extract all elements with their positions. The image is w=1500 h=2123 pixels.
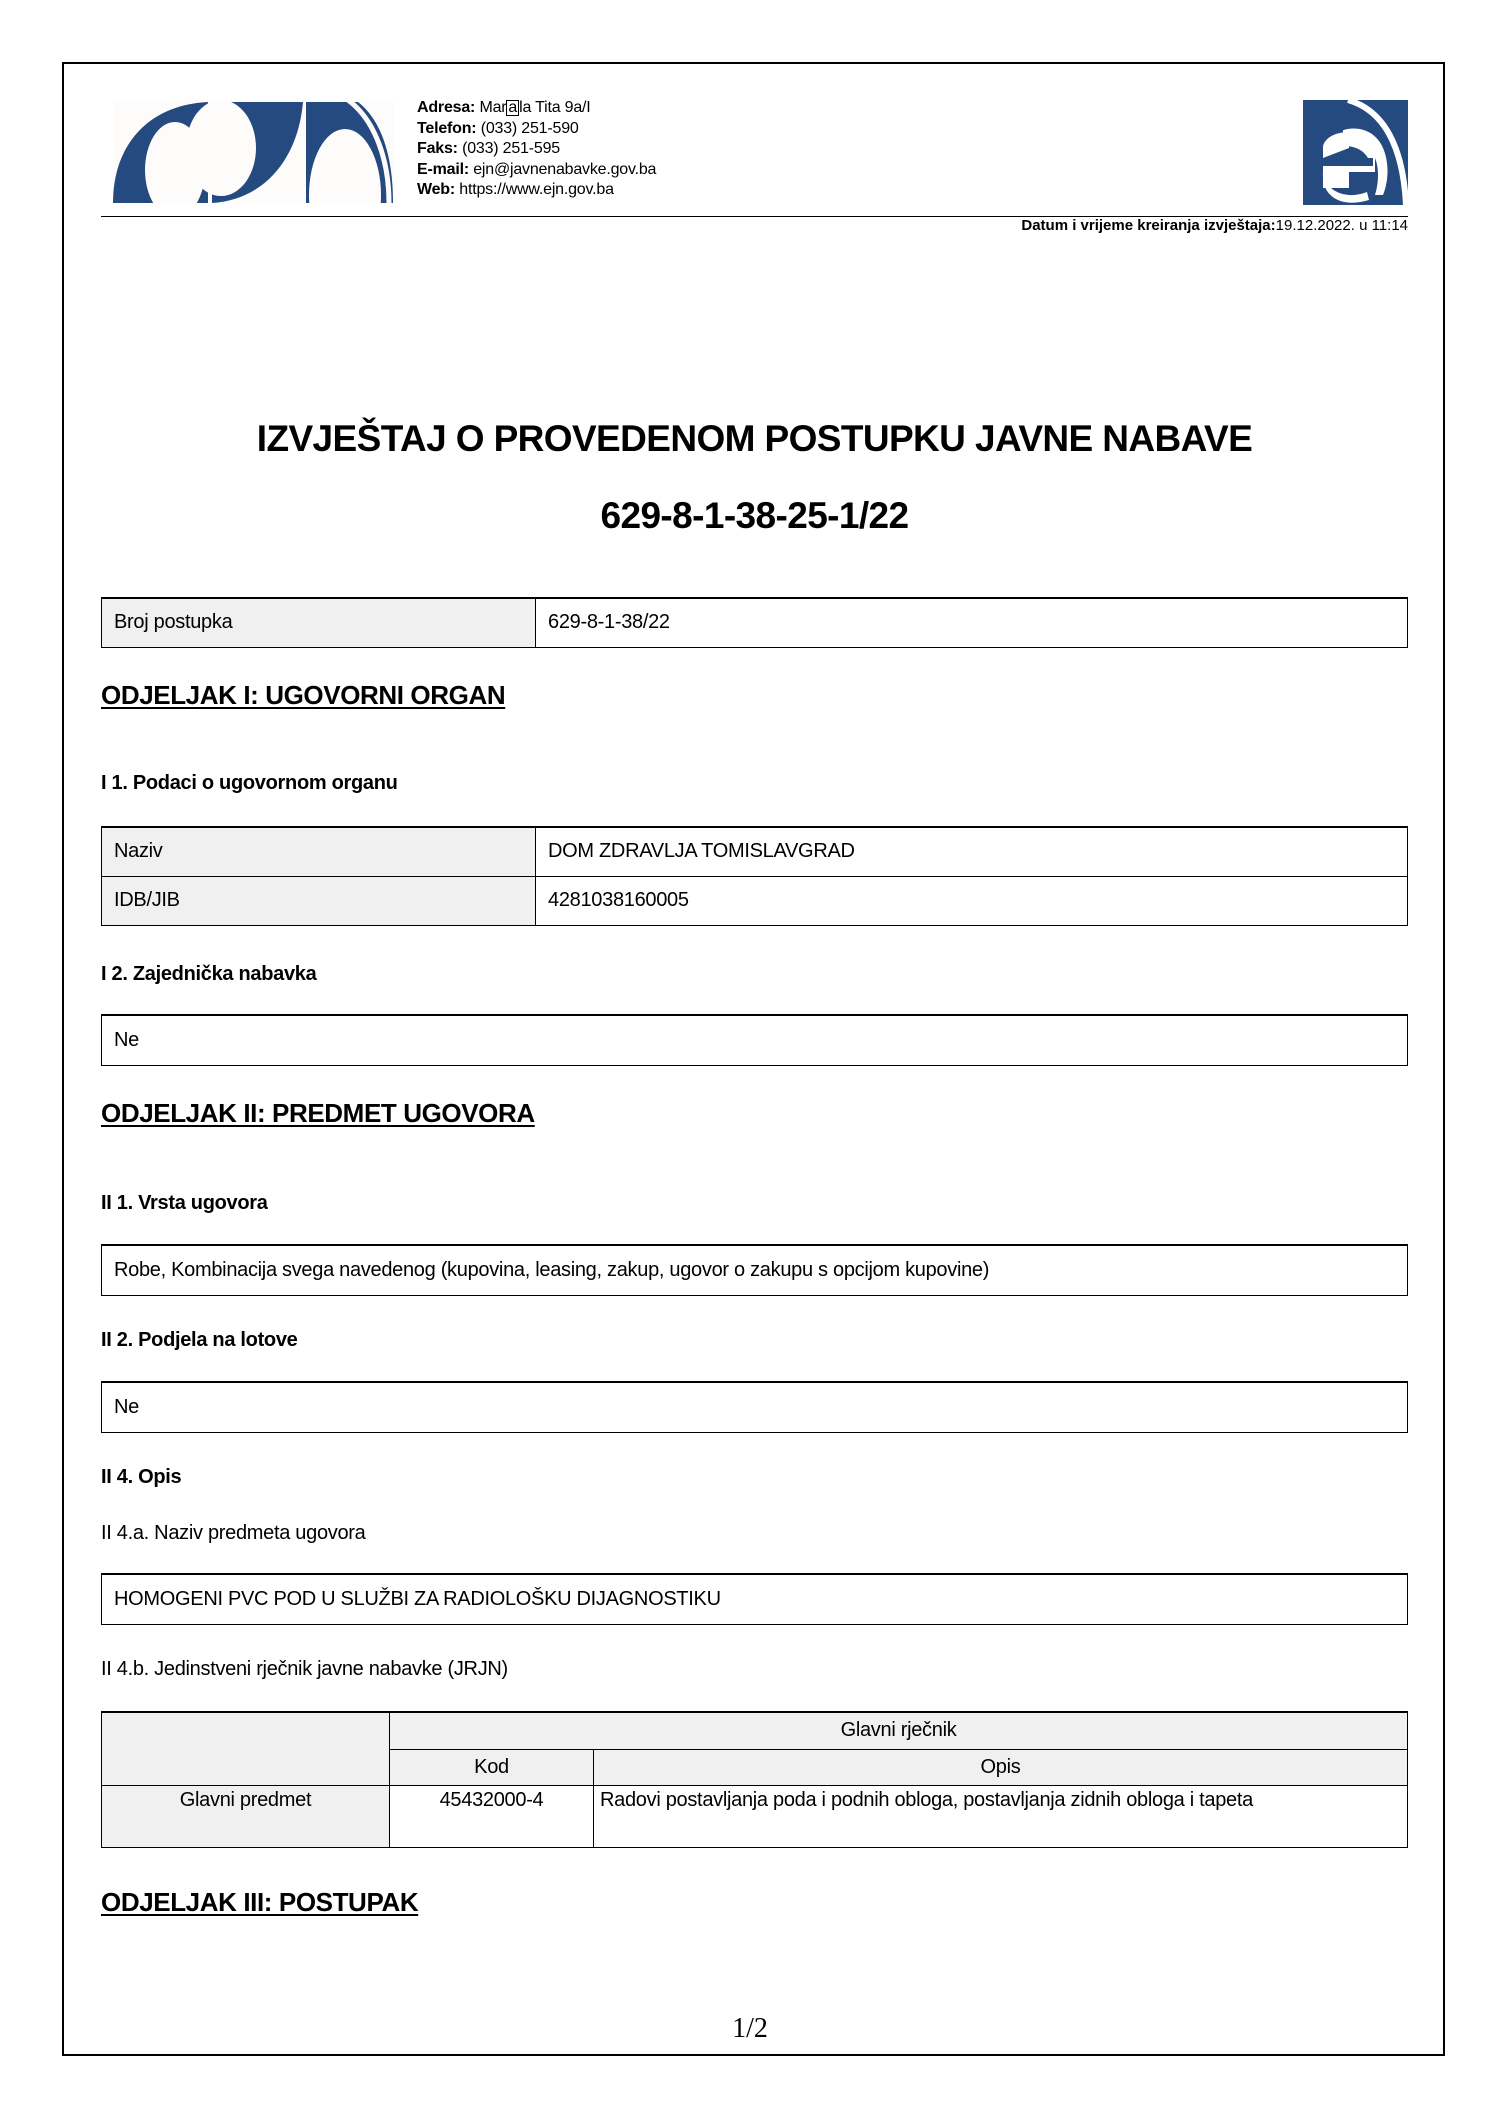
table-row	[102, 598, 1408, 647]
section-2-heading: ODJELJAK II: PREDMET UGOVORA	[101, 1098, 535, 1128]
main-vocabulary-header: Glavni rječnik	[390, 1712, 1408, 1749]
procedure-number-value: 629-8-1-38/22	[536, 598, 1408, 647]
jrjn-label: II 4.b. Jedinstveni rječnik javne nabavke (JRJN)	[101, 1658, 508, 1680]
section-2-1-heading: II 1. Vrsta ugovora	[101, 1192, 268, 1214]
code-header: Kod	[390, 1749, 594, 1785]
section-1-2-heading: I 2. Zajednička nabavka	[101, 963, 317, 985]
code-value: 45432000-4	[390, 1785, 594, 1847]
report-number: 629-8-1-38-25-1/22	[600, 495, 909, 536]
section-2-2-heading: II 2. Podjela na lotove	[101, 1329, 298, 1351]
table-row	[102, 1712, 1408, 1749]
subject-name-value: HOMOGENI PVC POD U SLUŽBI ZA RADIOLOŠKU DIJAGNOSTIKU	[101, 1573, 1408, 1625]
email-link[interactable]: ejn@javnenabavke.gov.ba	[473, 160, 657, 178]
description-value: Radovi postavljanja poda i podnih obloga, postavljanja zidnih obloga i tapeta	[594, 1785, 1408, 1847]
procedure-number-label: Broj postupka	[102, 598, 536, 647]
table-row	[102, 876, 1408, 925]
page-number: 1/2	[732, 2013, 768, 2044]
web-link[interactable]: https://www.ejn.gov.ba	[459, 181, 614, 198]
description-header: Opis	[594, 1749, 1408, 1785]
contracting-authority-table	[101, 826, 1408, 926]
section-1-1-heading: I 1. Podaci o ugovornom organu	[101, 772, 398, 794]
web-line: Web: https://www.ejn.gov.ba	[417, 181, 614, 198]
address-line: Adresa: Mar a la Tita 9a/I	[417, 99, 591, 116]
section-3-heading: ODJELJAK III: POSTUPAK	[101, 1887, 419, 1917]
contact-block	[417, 98, 656, 201]
lots-value: Ne	[101, 1381, 1408, 1433]
contract-type-value: Robe, Kombinacija svega navedenog (kupovina, leasing, zakup, ugovor o zakupu s opcijom kupovine)	[101, 1244, 1408, 1296]
main-subject-label: Glavni predmet	[102, 1785, 390, 1847]
empty-header-cell	[102, 1712, 390, 1785]
table-row	[102, 827, 1408, 876]
subject-name-label: II 4.a. Naziv predmeta ugovora	[101, 1522, 366, 1544]
procedure-table	[101, 597, 1408, 648]
idb-value: 4281038160005	[536, 876, 1408, 925]
phone-line: Telefon: (033) 251-590	[417, 119, 579, 137]
section-2-4-heading: II 4. Opis	[101, 1466, 182, 1488]
report-created-datetime: Datum i vrijeme kreiranja izvještaja:19.12.2022. u 11:14	[1021, 217, 1408, 234]
missing-glyph: a	[508, 99, 518, 116]
report-title: IZVJEŠTAJ O PROVEDENOM POSTUPKU JAVNE NABAVE	[256, 418, 1253, 459]
email-line: E-mail: ejn@javnenabavke.gov.ba	[417, 160, 657, 178]
e-logo-icon	[1303, 100, 1408, 205]
jrjn-table	[101, 1711, 1408, 1848]
joint-procurement-value: Ne	[101, 1014, 1408, 1066]
ejn-logo-icon	[113, 100, 393, 203]
name-value: DOM ZDRAVLJA TOMISLAVGRAD	[536, 827, 1408, 876]
idb-label: IDB/JIB	[102, 876, 536, 925]
name-label: Naziv	[102, 827, 536, 876]
fax-line: Faks: (033) 251-595	[417, 140, 560, 157]
section-1-heading: ODJELJAK I: UGOVORNI ORGAN	[101, 680, 506, 710]
table-row	[102, 1785, 1408, 1847]
